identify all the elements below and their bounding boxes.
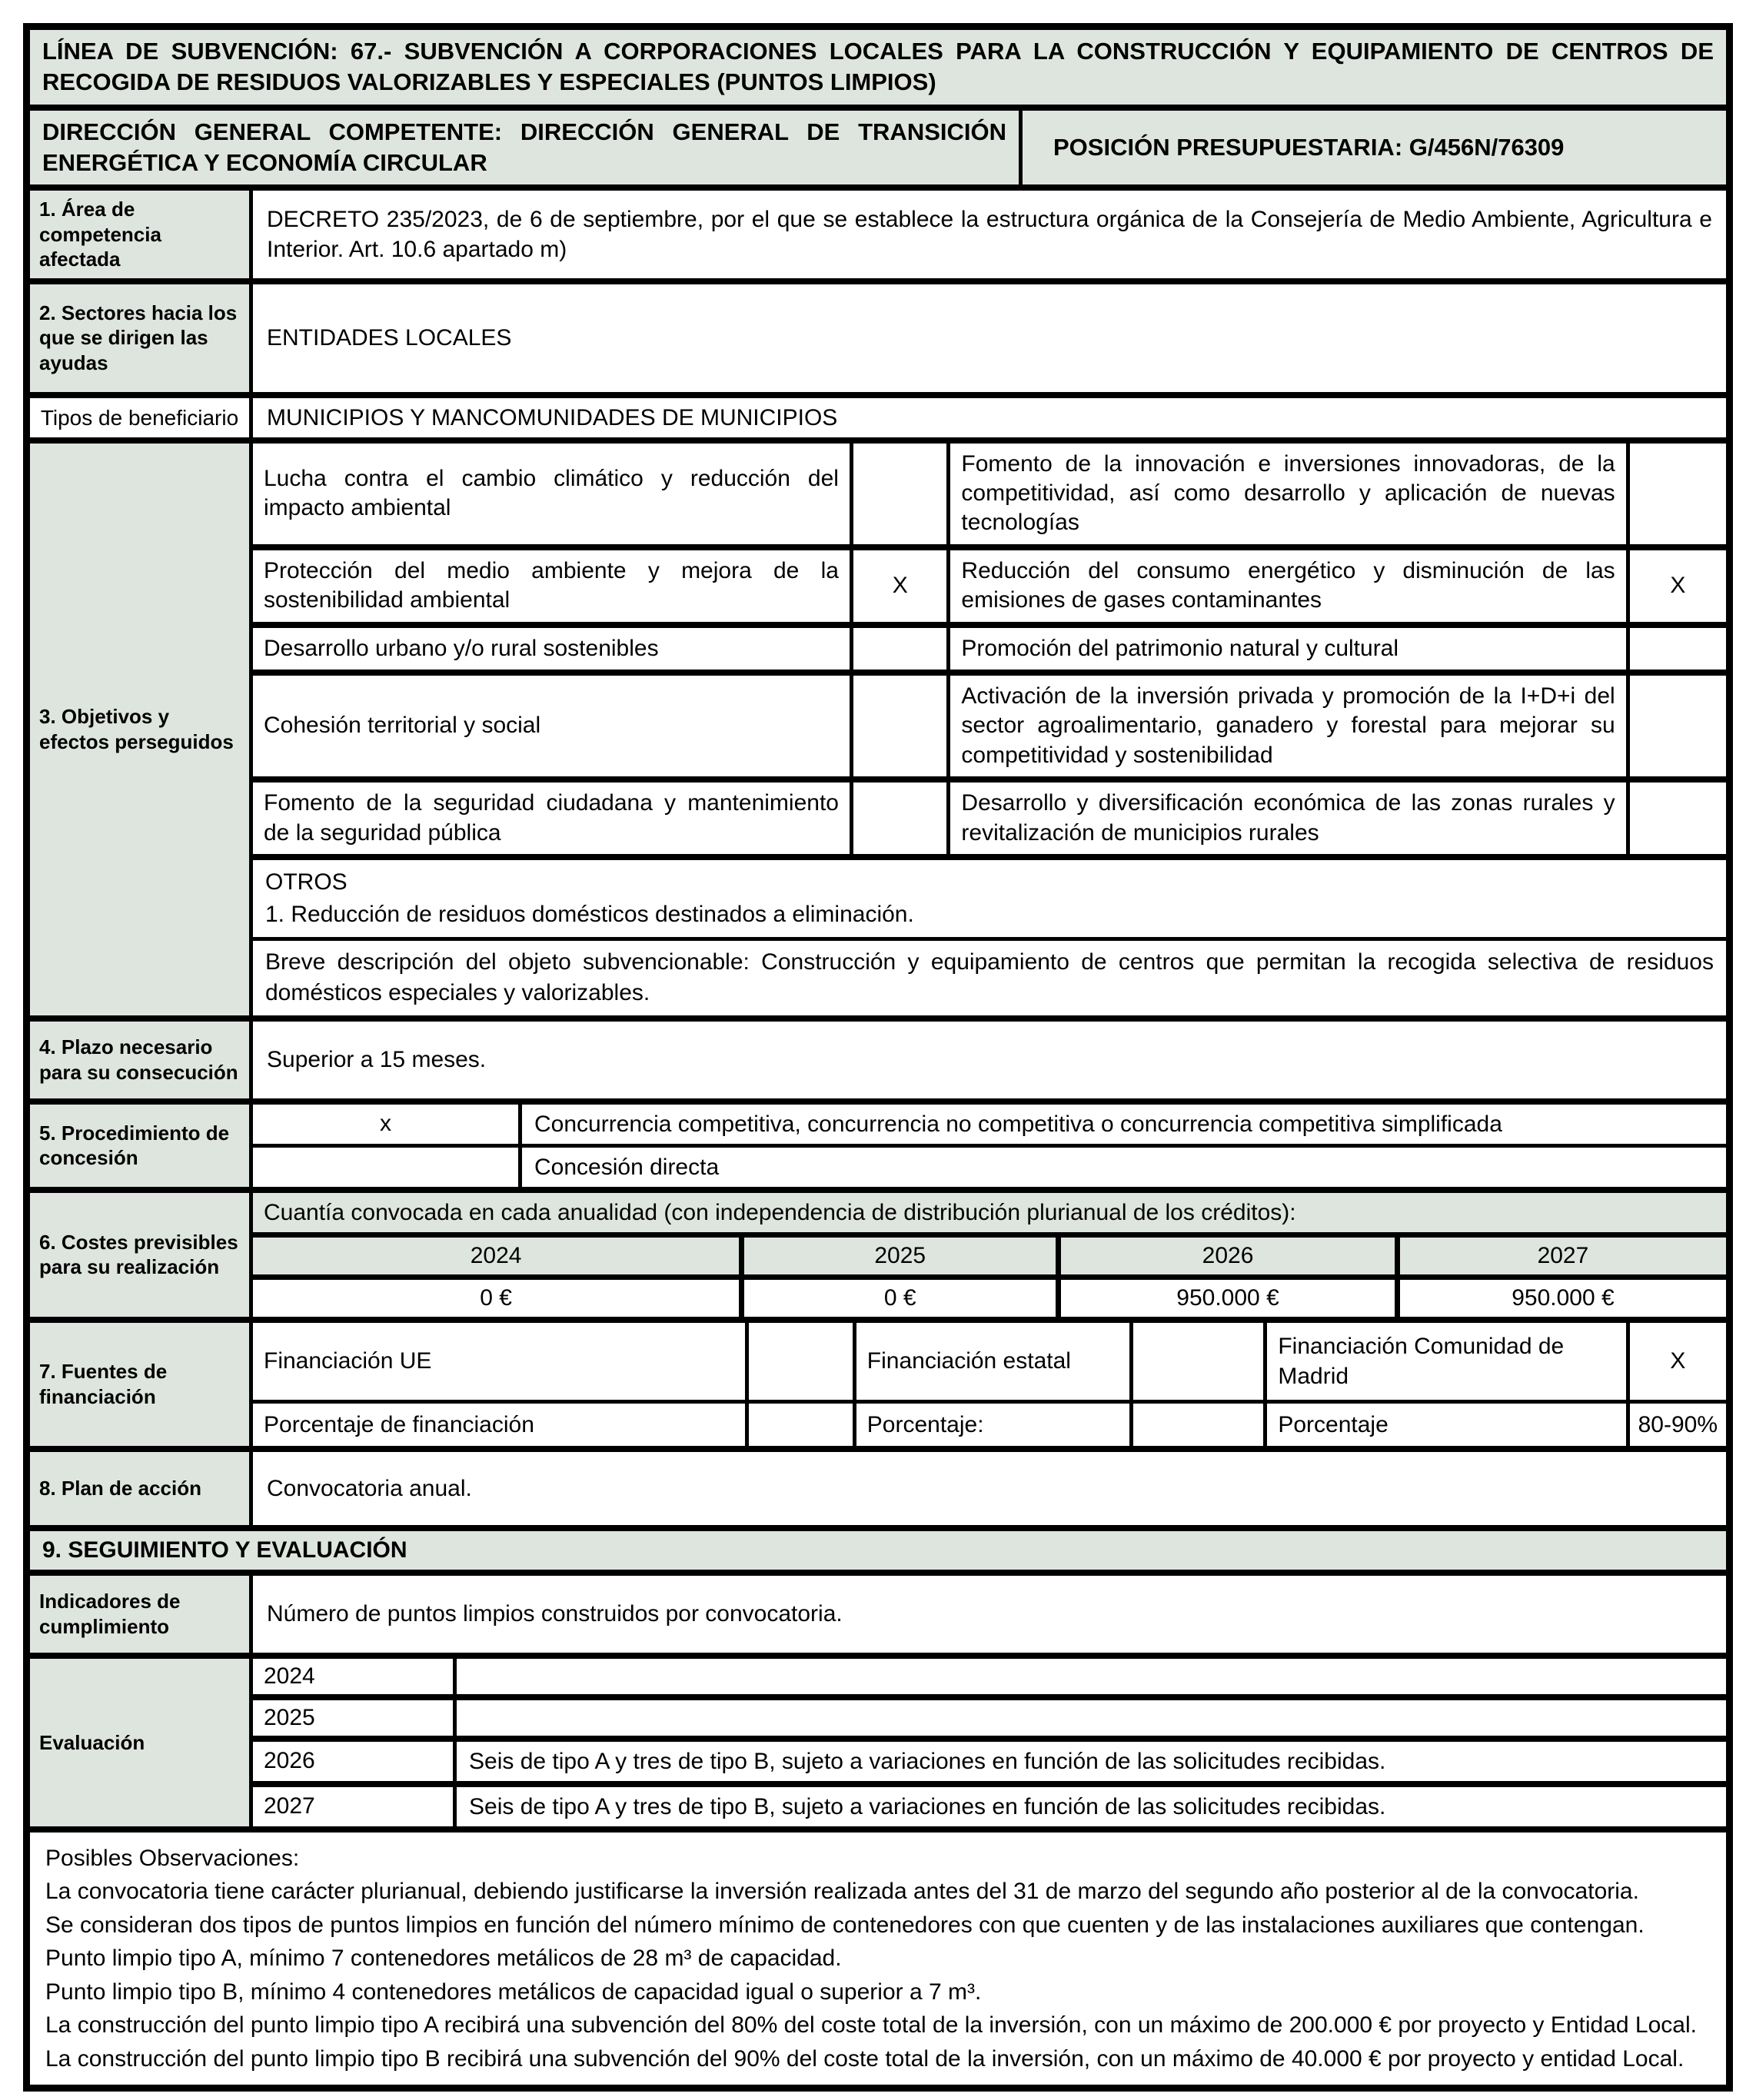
area-value: DECRETO 235/2023, de 6 de septiembre, por el que se establece la estructura orgánica de la Consejería de Medio Ambiente, Agricultura e Interior. Art. 10.6 apartado m) [267, 206, 1712, 262]
indicadores-label: Indicadores de cumplimiento [30, 1576, 253, 1653]
percent-value-cell [745, 1404, 853, 1446]
objective-text-cell: Fomento de la innovación e inversiones innovadoras, de la competitividad, así como desarrollo y aplicación de nuevas tecnologías [946, 444, 1625, 544]
sectores-value: ENTIDADES LOCALES [267, 325, 512, 351]
section-evaluacion [30, 1653, 1726, 1826]
objective-row [253, 622, 1726, 670]
checkbox-cell [1626, 628, 1726, 670]
year-header-cell: 2024 [470, 1242, 522, 1268]
objective-text-cell: Promoción del patrimonio natural y cultural [946, 628, 1625, 670]
plan-value: Convocatoria anual. [267, 1475, 472, 1501]
amount-cell: 950.000 € [1056, 1280, 1395, 1317]
procedimiento-options [253, 1105, 1726, 1187]
checkbox-cell [745, 1323, 853, 1400]
amount-cell: 0 € [739, 1280, 1056, 1317]
costes-years-row [253, 1232, 1726, 1274]
beneficiario-value: MUNICIPIOS Y MANCOMUNIDADES DE MUNICIPIOS [267, 404, 838, 430]
objective-text-cell: Lucha contra el cambio climático y reducción del impacto ambiental [264, 465, 839, 521]
evaluation-result-cell: Seis de tipo A y tres de tipo B, sujeto a variaciones en función de las solicitudes recibidas. [469, 1793, 1386, 1819]
objective-text-cell: Desarrollo y diversificación económica de las zonas rurales y revitalización de municipios rurales [946, 783, 1625, 854]
otros-item: 1. Reducción de residuos domésticos destinados a eliminación. [265, 901, 914, 927]
section-objetivos [30, 437, 1726, 1015]
checkbox-cell: X [1626, 1323, 1726, 1400]
funding-source-cell: Financiación estatal [853, 1323, 1129, 1400]
objective-text-cell: Fomento de la seguridad ciudadana y mantenimiento de la seguridad pública [264, 790, 839, 846]
year-header-cell: 2025 [739, 1238, 1056, 1274]
objective-text-cell: Activación de la inversión privada y promoción de la I+D+i del sector agroalimentario, ganadero y forestal para mejorar su competitividad y sostenibilidad [946, 676, 1625, 776]
evaluation-result-cell [457, 1659, 1726, 1694]
row-sectores [30, 278, 1726, 392]
observaciones-line: La construcción del punto limpio tipo B recibirá una subvención del 90% del coste total de la inversión, con un máximo de 40.000 € por proyecto y entidad Local. [45, 2045, 1684, 2072]
beneficiario-label: Tipos de beneficiario [30, 398, 253, 437]
evaluation-row [253, 1781, 1726, 1826]
procedure-mark-cell [253, 1148, 522, 1187]
checkbox-cell [1626, 444, 1726, 544]
sectores-label: 2. Sectores hacia los que se dirigen las ayudas [30, 284, 253, 392]
objective-row [253, 444, 1726, 544]
cuantia-header: Cuantía convocada en cada anualidad (con independencia de distribución plurianual de los créditos): [253, 1193, 1726, 1232]
direccion-row [30, 105, 1726, 185]
procedure-option-row [253, 1144, 1726, 1187]
objetivos-label: 3. Objetivos y efectos perseguidos [30, 444, 253, 1015]
evaluation-year-cell: 2027 [253, 1787, 457, 1826]
percent-value-cell [1129, 1404, 1263, 1446]
year-header-cell: 2027 [1395, 1238, 1726, 1274]
objective-row [253, 544, 1726, 622]
objective-row [253, 670, 1726, 776]
evaluation-row [253, 1659, 1726, 1694]
observaciones-line: Punto limpio tipo B, mínimo 4 contenedores metálicos de capacidad igual o superior a 7 m³. [45, 1979, 982, 2005]
evaluation-year-cell: 2024 [253, 1659, 457, 1694]
procedure-option-row [253, 1105, 1726, 1144]
percent-value-cell: 80-90% [1626, 1404, 1726, 1446]
evaluation-year-cell: 2025 [253, 1700, 457, 1736]
fuentes-label: 7. Fuentes de financiación [30, 1323, 253, 1446]
observaciones-line: Punto limpio tipo A, mínimo 7 contenedores metálicos de 28 m³ de capacidad. [45, 1945, 842, 1972]
amount-cell: 950.000 € [1395, 1280, 1726, 1317]
checkbox-cell: X [850, 550, 946, 622]
percent-label-cell: Porcentaje de financiación [264, 1411, 534, 1437]
observaciones-title: Posibles Observaciones: [45, 1845, 300, 1871]
row-plazo [30, 1015, 1726, 1098]
amount-cell: 0 € [480, 1284, 512, 1311]
row-plan-accion [30, 1446, 1726, 1525]
objective-row [253, 776, 1726, 854]
title-row [30, 30, 1726, 105]
procedure-option-text: Concurrencia competitiva, concurrencia no competitiva o concurrencia competitiva simplificada [534, 1111, 1502, 1137]
evaluacion-label: Evaluación [30, 1659, 253, 1826]
objective-text-cell: Protección del medio ambiente y mejora de la sostenibilidad ambiental [264, 557, 839, 613]
procedure-option-text: Concesión directa [534, 1154, 720, 1180]
observaciones-section [30, 1826, 1726, 2085]
row-area-competencia [30, 184, 1726, 278]
plazo-label: 4. Plazo necesario para su consecución [30, 1022, 253, 1098]
subsidy-form-table [23, 23, 1733, 2092]
objective-text-cell: Reducción del consumo energético y disminución de las emisiones de gases contaminantes [946, 550, 1625, 622]
section-costes [30, 1187, 1726, 1317]
breve-descripcion-cell: Breve descripción del objeto subvencionable: Construcción y equipamiento de centros que permitan la recogida selectiva de residuos domésticos especiales y valorizables. [253, 937, 1726, 1015]
objective-text-cell: Cohesión territorial y social [264, 713, 541, 739]
observaciones-line: Se consideran dos tipos de puntos limpios en función del número mínimo de contenedores con que cuenten y de las instalaciones auxiliares que contengan. [45, 1912, 1645, 1938]
row-beneficiario [30, 392, 1726, 437]
procedure-mark-cell: x [253, 1105, 522, 1144]
plan-label: 8. Plan de acción [30, 1452, 253, 1525]
area-label: 1. Área de competencia afectada [30, 191, 253, 278]
observaciones-line: La construcción del punto limpio tipo A recibirá una subvención del 80% del coste total de la inversión, con un máximo de 200.000 € por proyecto y Entidad Local. [45, 2012, 1697, 2039]
plazo-value: Superior a 15 meses. [267, 1047, 487, 1073]
costes-amounts-row [253, 1274, 1726, 1317]
otros-title: OTROS [265, 869, 348, 895]
evaluation-result-cell: Seis de tipo A y tres de tipo B, sujeto a variaciones en función de las solicitudes recibidas. [469, 1748, 1386, 1774]
observaciones-line: La convocatoria tiene carácter plurianual, debiendo justificarse la inversión realizada antes del 31 de marzo del segundo año posterior al de la convocatoria. [45, 1879, 1639, 1905]
checkbox-cell [1129, 1323, 1263, 1400]
posicion-presupuestaria-cell: POSICIÓN PRESUPUESTARIA: G/456N/76309 [1053, 133, 1565, 161]
costes-label: 6. Costes previsibles para su realización [30, 1193, 253, 1317]
checkbox-cell: X [1626, 550, 1726, 622]
costes-table [253, 1193, 1726, 1317]
percent-label-cell: Porcentaje [1263, 1404, 1625, 1446]
checkbox-cell [850, 628, 946, 670]
fuentes-percent-row [253, 1400, 1726, 1446]
direccion-general-cell: DIRECCIÓN GENERAL COMPETENTE: DIRECCIÓN GENERAL DE TRANSICIÓN ENERGÉTICA Y ECONOMÍA CIRCULAR [30, 111, 1023, 185]
row-indicadores [30, 1570, 1726, 1653]
funding-source-cell: Financiación UE [264, 1348, 432, 1374]
checkbox-cell [850, 444, 946, 544]
evaluacion-rows [253, 1659, 1726, 1826]
checkbox-cell [850, 676, 946, 776]
section-fuentes [30, 1317, 1726, 1446]
evaluation-row [253, 1736, 1726, 1781]
otros-cell [253, 854, 1726, 937]
fuentes-table [253, 1323, 1726, 1446]
objetivos-grid [253, 444, 1726, 1015]
checkbox-cell [1626, 783, 1726, 854]
indicadores-value: Número de puntos limpios construidos por convocatoria. [267, 1601, 843, 1627]
percent-label-cell: Porcentaje: [853, 1404, 1129, 1446]
fuentes-sources-row [253, 1323, 1726, 1400]
objective-text-cell: Desarrollo urbano y/o rural sostenibles [264, 635, 659, 661]
seguimiento-title-row: 9. SEGUIMIENTO Y EVALUACIÓN [30, 1525, 1726, 1570]
evaluation-row [253, 1694, 1726, 1736]
checkbox-cell [850, 783, 946, 854]
subsidy-line-title: LÍNEA DE SUBVENCIÓN: 67.- SUBVENCIÓN A CORPORACIONES LOCALES PARA LA CONSTRUCCIÓN Y EQUIPAMIENTO DE CENTROS DE RECOGIDA DE RESIDUOS VALORIZABLES Y ESPECIALES (PUNTOS LIMPIOS) [42, 38, 1714, 96]
funding-source-cell: Financiación Comunidad de Madrid [1263, 1323, 1625, 1400]
year-header-cell: 2026 [1056, 1238, 1395, 1274]
procedimiento-label: 5. Procedimiento de concesión [30, 1105, 253, 1187]
checkbox-cell [1626, 676, 1726, 776]
evaluation-year-cell: 2026 [253, 1742, 457, 1781]
evaluation-result-cell [457, 1700, 1726, 1736]
section-procedimiento [30, 1098, 1726, 1187]
